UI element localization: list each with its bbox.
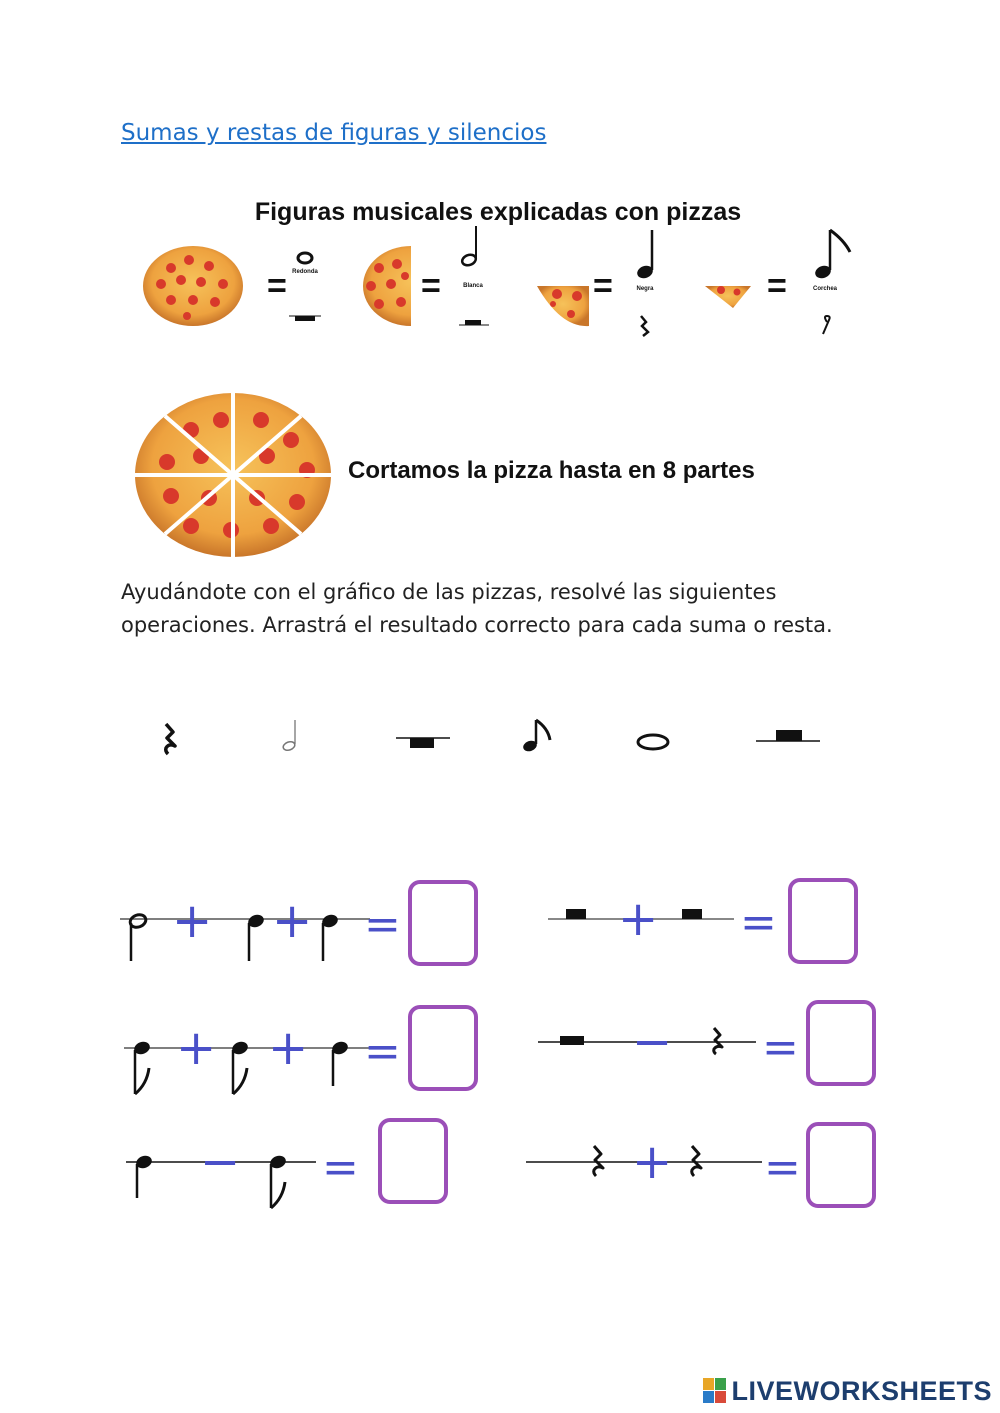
answer-box-6[interactable] <box>806 1122 876 1208</box>
equals-operator: = <box>364 899 401 950</box>
draggable-quarter-rest[interactable] <box>150 718 190 758</box>
draggable-eighth-note[interactable] <box>518 716 558 756</box>
half-note-icon <box>459 226 489 325</box>
pizza-cut-icon <box>133 390 333 560</box>
eighth-note-icon <box>268 1154 287 1208</box>
quarter-note-icon <box>134 1154 153 1198</box>
plus-operator: + <box>618 891 659 947</box>
quarter-rest-icon <box>594 1146 603 1176</box>
half-rest-icon <box>756 724 822 748</box>
live-badge-icon <box>703 1378 727 1404</box>
figure-label-redonda: Redonda <box>292 269 318 275</box>
operation-2 <box>548 891 788 955</box>
draggable-half-rest[interactable] <box>756 724 822 748</box>
cut-pizza-text: Cortamos la pizza hasta en 8 partes <box>348 457 755 484</box>
equals-sign: = <box>421 267 441 305</box>
draggable-whole-rest[interactable] <box>396 728 452 752</box>
operation-4 <box>538 1014 808 1080</box>
operation-1 <box>120 895 400 965</box>
instructions-text: Ayudándote con el gráfico de las pizzas, resolvé las siguientes operaciones. Arrastrá el resultado correcto para cada suma o resta. <box>121 580 833 637</box>
title-link[interactable]: Sumas y restas de figuras y silencios <box>121 120 547 146</box>
pizza-half-icon <box>363 246 459 326</box>
plus-operator: + <box>172 893 213 949</box>
quarter-rest-icon <box>692 1146 701 1176</box>
quarter-note-icon <box>330 1040 349 1086</box>
equals-operator: = <box>762 1022 799 1073</box>
eighth-note-icon <box>518 716 558 756</box>
whole-note-icon <box>289 253 321 321</box>
quarter-rest-icon <box>714 1028 722 1054</box>
equals-operator: = <box>364 1026 401 1077</box>
figure-label-corchea: Corchea <box>812 286 838 292</box>
quarter-note-icon <box>246 913 265 961</box>
pizza-infographic <box>121 180 871 560</box>
infographic-heading: Figuras musicales explicadas con pizzas <box>254 198 742 226</box>
equals-sign: = <box>767 267 787 305</box>
minus-operator: − <box>200 1134 241 1190</box>
liveworksheets-logo <box>703 1374 992 1408</box>
answer-box-4[interactable] <box>806 1000 876 1086</box>
brand-name: LIVEWORKSHEETS <box>731 1375 992 1406</box>
operation-5 <box>126 1134 376 1220</box>
eighth-note-icon <box>132 1040 151 1094</box>
equals-sign: = <box>267 267 287 305</box>
answer-box-1[interactable] <box>408 880 478 966</box>
equals-sign: = <box>593 267 613 305</box>
plus-operator: + <box>272 893 313 949</box>
answer-box-3[interactable] <box>408 1005 478 1091</box>
eighth-note-icon <box>813 230 850 334</box>
eighth-note-icon <box>230 1040 249 1094</box>
whole-note-icon <box>634 730 674 754</box>
half-rest-icon <box>566 909 586 919</box>
equals-operator: = <box>764 1142 801 1193</box>
figure-label-negra: Negra <box>636 286 654 292</box>
half-note-icon <box>278 716 308 756</box>
half-rest-icon <box>682 909 702 919</box>
operation-6 <box>526 1134 806 1200</box>
plus-operator: + <box>632 1134 673 1190</box>
pizza-eighth-icon <box>705 286 751 308</box>
half-note-icon <box>128 913 147 961</box>
answer-box-2[interactable] <box>788 878 858 964</box>
equals-operator: = <box>322 1142 359 1193</box>
minus-operator: − <box>632 1014 673 1070</box>
plus-operator: + <box>268 1020 309 1076</box>
figure-label-blanca: Blanca <box>463 283 483 289</box>
plus-operator: + <box>176 1020 217 1076</box>
quarter-rest-icon <box>150 718 190 758</box>
pizza-quarter-icon <box>537 286 589 326</box>
quarter-note-icon <box>635 230 654 336</box>
draggable-whole-note[interactable] <box>634 730 674 754</box>
whole-rest-icon <box>396 728 452 752</box>
answer-box-5[interactable] <box>378 1118 448 1204</box>
quarter-note-icon <box>320 913 339 961</box>
pizza-whole-icon <box>143 246 243 326</box>
draggable-half-note[interactable] <box>278 716 308 756</box>
equals-operator: = <box>740 897 777 948</box>
operation-3 <box>124 1020 404 1100</box>
whole-rest-icon <box>560 1036 584 1045</box>
